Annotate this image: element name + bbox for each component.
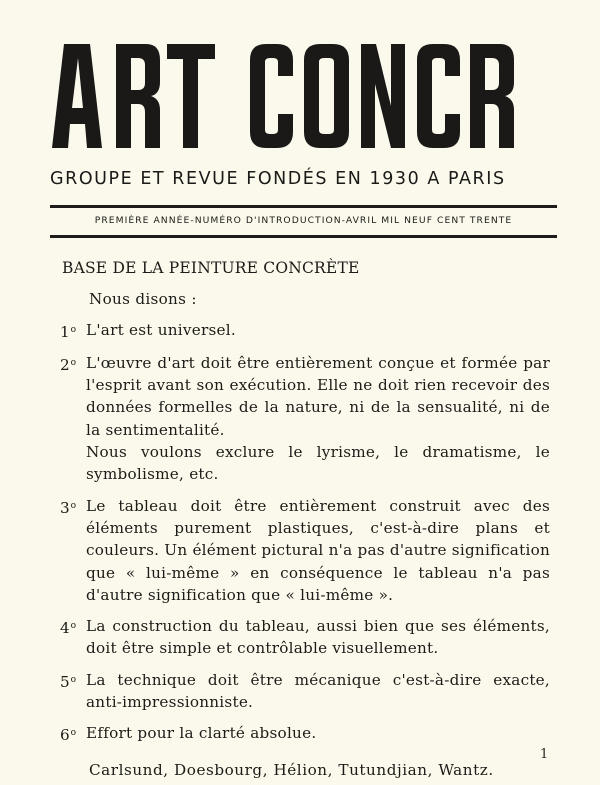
item-body [86,352,550,486]
manifesto-item-5 [60,669,550,714]
issue-line: PREMIÈRE ANNÉE-NUMÉRO D'INTRODUCTION-AVRIL MIL NEUF CENT TRENTE [94,215,513,226]
item-number: 5$^o$ [60,672,77,691]
item-body [86,495,550,606]
item-paragraph: La technique doit être mécanique c'est-à-dire exacte, anti-impressionniste. [86,670,550,712]
signatories: Carlsund, Doesbourg, Hélion, Tutundjian, Wantz. [89,760,494,779]
item-body [86,722,550,746]
item-number: 1$^o$ [60,322,77,341]
article-intro: Nous disons : [89,290,197,309]
item-number: 3$^o$ [60,498,77,517]
item-paragraph: Le tableau doit être entièrement construit avec des éléments purement plastiques, c'est-à-dire plans et couleurs. Un élément pictural n'a pas d'autre signification que « lui-même » en conséquence le tableau n'a pas d'autre signification que « lui-même ». [86,496,550,604]
item-paragraph: La construction du tableau, aussi bien que ses éléments, doit être simple et contrôlable visuellement. [86,617,550,658]
masthead-subtitle: GROUPE ET REVUE FONDÉS EN 1930 A PARIS [50,169,506,189]
masthead-title-glyphs [50,44,560,148]
manifesto-item-1 [60,319,550,343]
item-paragraph: L'œuvre d'art doit être entièrement conçue et formée par l'esprit avant son exécution. Elle ne doit rien recevoir des données formelles de la nature, ni de la sensualité, ni de la sentimentalité. [86,353,550,439]
article-heading: BASE DE LA PEINTURE CONCRÈTE [62,259,360,277]
item-paragraph: Effort pour la clarté absolue. [86,724,317,743]
manifesto-item-4 [60,615,550,660]
rule-top [50,205,557,208]
rule-bottom [50,235,557,238]
page-number: 1 [540,747,549,762]
item-paragraph: Nous voulons exclure le lyrisme, le dramatisme, le symbolisme, etc. [86,443,550,484]
manifesto-item-2 [60,352,550,486]
item-body [86,615,550,660]
item-paragraph: L'art est universel. [86,320,236,339]
item-number: 6$^o$ [60,726,77,745]
item-body [86,319,550,343]
item-number: 4$^o$ [60,619,77,638]
manifesto-item-6 [60,722,550,746]
item-number: 2$^o$ [60,355,77,374]
manifesto-text [60,257,550,781]
manifesto-item-3 [60,495,550,606]
item-body [86,669,550,714]
masthead-title [50,44,560,148]
